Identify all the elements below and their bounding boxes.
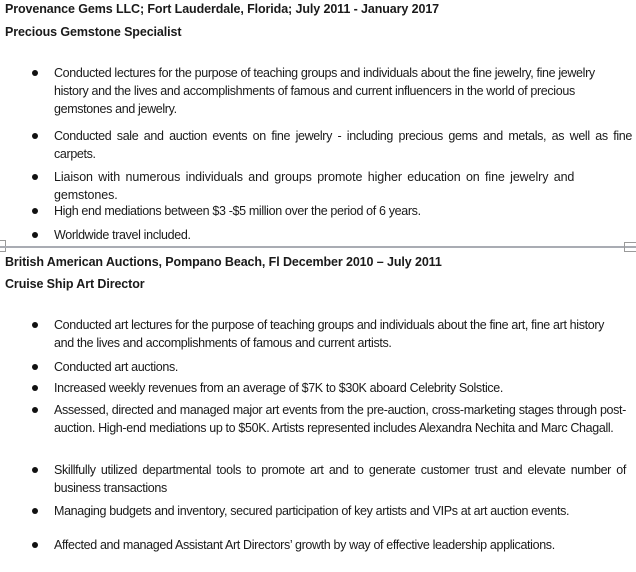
bullet-text: Conducted lectures for the purpose of teaching groups and individuals about the fine jewelry, fine jewelry history and the lives and accomplishments of famous and current influencers in the world of precious gemstones and jewelry. xyxy=(54,66,595,116)
bullet-icon xyxy=(32,232,38,238)
page-corner-mark xyxy=(624,242,636,252)
bullet-text: Conducted sale and auction events on fine jewelry - including precious gems and metals, as well as fine carpets. xyxy=(54,129,632,161)
bullet-text: Managing budgets and inventory, secured participation of key artists and VIPs at art auction events. xyxy=(54,504,570,518)
page-break-divider xyxy=(0,246,636,248)
bullet-icon xyxy=(32,322,38,328)
bullet-text: Assessed, directed and managed major art events from the pre-auction, cross-marketing stages through post- auction. High-end mediations up to $50K. Artists represented includes Alexandra Nechita and Marc Chagall. xyxy=(54,403,626,435)
bullet-icon xyxy=(32,174,38,180)
bullet-text: Increased weekly revenues from an average of $7K to $30K aboard Celebrity Solstice. xyxy=(54,381,503,395)
bullet-text: Conducted art auctions. xyxy=(54,360,178,374)
bullet-icon xyxy=(32,133,38,139)
bullet-text: Conducted art lectures for the purpose of teaching groups and individuals about the fine art, fine art history and the lives and accomplishments of famous and current artists. xyxy=(54,318,605,350)
bullet-text: Liaison with numerous individuals and groups promote higher education on fine jewelry and gemstones. xyxy=(54,170,575,202)
bullet-icon xyxy=(32,208,38,214)
bullet-icon xyxy=(32,364,38,370)
bullet-text: Skillfully utilized departmental tools to promote art and to generate customer trust and elevate number of business transactions xyxy=(54,463,626,495)
bullet-icon xyxy=(32,70,38,76)
bullet-text: Worldwide travel included. xyxy=(54,228,191,242)
bullet-icon xyxy=(32,467,38,473)
bullet-text: High end mediations between $3 -$5 million over the period of 6 years. xyxy=(54,204,421,218)
bullet-icon xyxy=(32,542,38,548)
bullet-text: Affected and managed Assistant Art Directors’ growth by way of effective leadership applications. xyxy=(54,538,555,552)
bullet-icon xyxy=(32,508,38,514)
bullet-icon xyxy=(32,385,38,391)
bullet-icon xyxy=(32,407,38,413)
job-title: Cruise Ship Art Director xyxy=(5,277,145,291)
company-line: British American Auctions, Pompano Beach, Fl December 2010 – July 2011 xyxy=(5,255,442,269)
job-title: Precious Gemstone Specialist xyxy=(5,25,182,39)
company-line: Provenance Gems LLC; Fort Lauderdale, Florida; July 2011 - January 2017 xyxy=(5,2,440,16)
